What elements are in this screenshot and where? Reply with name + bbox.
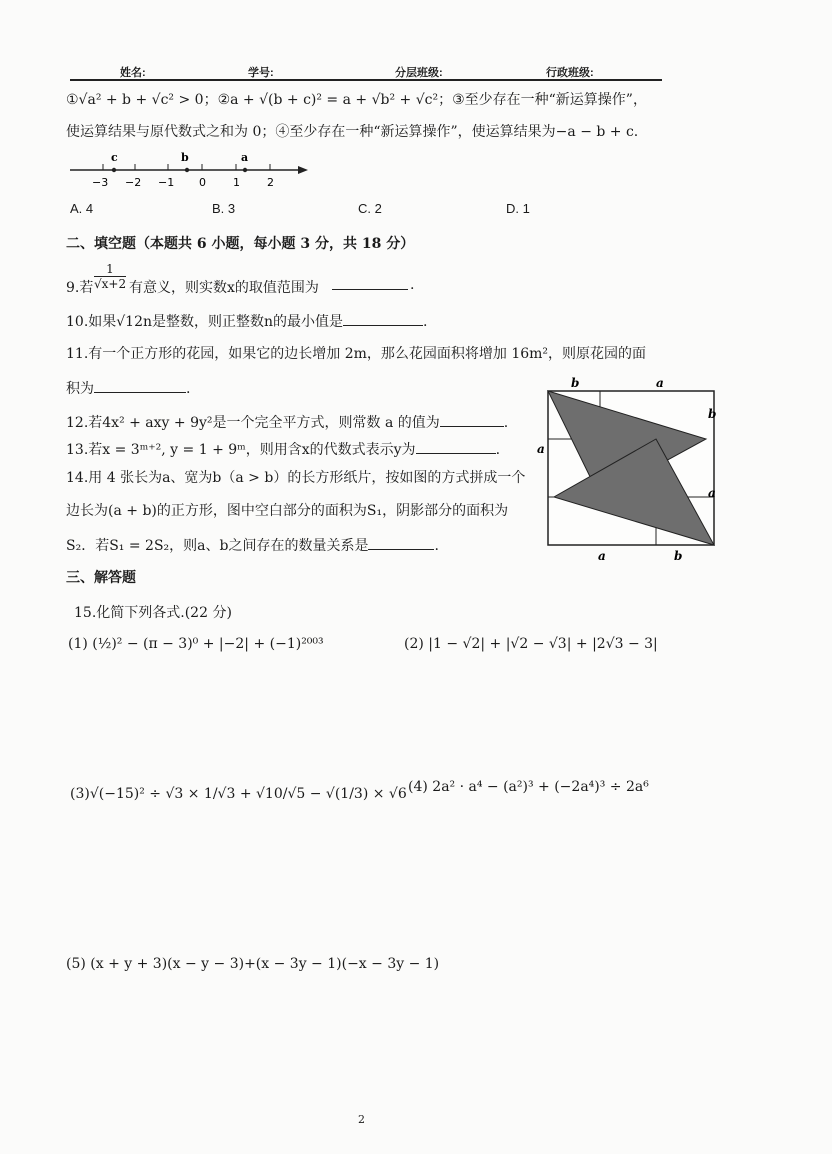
label-top-b: b xyxy=(571,376,580,390)
label-right-a: a xyxy=(708,486,716,500)
q11-line1: 11.有一个正方形的花园，如果它的边长增加 2m，那么花园面积将增加 16m²，则原花园的面 xyxy=(66,346,647,362)
tick-label: 0 xyxy=(199,176,206,189)
point-a xyxy=(243,168,247,172)
section2-title: 二、填空题（本题共 6 小题，每小题 3 分，共 18 分） xyxy=(66,236,415,252)
tick-label: 1 xyxy=(233,176,240,189)
point-label-b: b xyxy=(181,151,189,164)
q14-figure xyxy=(536,375,726,565)
q13-answer-blank[interactable] xyxy=(416,441,496,454)
q14-line2: 边长为(a + b)的正方形，图中空白部分的面积为S₁，阴影部分的面积为 xyxy=(66,503,509,519)
tick-label: −1 xyxy=(158,176,175,189)
tick-label: −3 xyxy=(92,176,109,189)
q11-line2: 积为 . xyxy=(66,381,191,397)
point-label-a: a xyxy=(241,151,249,164)
point-c xyxy=(112,168,116,172)
q12: 12.若4x² + axy + 9y²是一个完全平方式，则常数 a 的值为 . xyxy=(66,415,509,431)
number-line-arrow-icon xyxy=(298,166,308,174)
point-label-c: c xyxy=(111,151,118,164)
option-c: C. 2 xyxy=(358,201,382,216)
q12-answer-blank[interactable] xyxy=(440,414,504,427)
q11-answer-blank[interactable] xyxy=(94,380,186,393)
q15-part2: (2) |1 − √2| + |√2 − √3| + |2√3 − 3| xyxy=(404,636,658,652)
q10-answer-blank[interactable] xyxy=(343,313,423,326)
option-d: D. 1 xyxy=(506,201,530,216)
label-left-a: a xyxy=(537,442,545,456)
student-id-label: 学号: xyxy=(248,67,274,79)
q15-title: 15.化简下列各式.(22 分) xyxy=(74,605,232,621)
q15-part3: (3)√(−15)² ÷ √3 × 1/√3 + √10/√5 − √(1/3) × √6 xyxy=(70,786,407,802)
label-top-a: a xyxy=(656,376,664,390)
q8-statements-line1: ①√a² + b + √c² > 0；②a + √(b + c)² = a + √b² + √c²；③至少存在一种“新运算操作”， xyxy=(66,92,647,108)
q9-answer-blank[interactable] xyxy=(332,277,408,290)
label-bottom-b: b xyxy=(674,549,683,563)
header-rule xyxy=(70,79,662,81)
q13: 13.若x = 3ᵐ⁺², y = 1 + 9ᵐ，则用含x的代数式表示y为 . xyxy=(66,442,501,458)
q14-answer-blank[interactable] xyxy=(368,537,434,550)
q9-fraction-numerator: 1 xyxy=(106,262,114,276)
name-label: 姓名: xyxy=(120,67,146,79)
page-number: 2 xyxy=(358,1113,365,1126)
q15-part4: (4) 2a² · a⁴ − (a²)³ + (−2a⁴)³ ÷ 2a⁶ xyxy=(408,779,649,795)
q8-statements-line2: 使运算结果与原代数式之和为 0；④至少存在一种“新运算操作”，使运算结果为−a − b + c. xyxy=(66,124,639,140)
tick-label: 2 xyxy=(267,176,274,189)
q14-line1: 14.用 4 张长为a、宽为b（a > b）的长方形纸片，按如图的方式拼成一个 xyxy=(66,470,526,486)
q9-fraction-denominator: √x+2 xyxy=(94,277,127,291)
option-a: A. 4 xyxy=(70,201,94,216)
option-b: B. 3 xyxy=(212,201,236,216)
q15-part5: (5) (x + y + 3)(x − y − 3)+(x − 3y − 1)(−x − 3y − 1) xyxy=(66,956,440,972)
number-line-figure xyxy=(70,148,320,190)
q14-line3: S₂．若S₁ = 2S₂，则a、b之间存在的数量关系是 . xyxy=(66,538,439,554)
label-right-b: b xyxy=(708,407,717,421)
point-b xyxy=(185,168,189,172)
q12-text: 12.若4x² + axy + 9y²是一个完全平方式，则常数 a 的值为 xyxy=(66,415,440,431)
q15-part1: (1) (½)² − (π − 3)⁰ + |−2| + (−1)²⁰⁰³ xyxy=(68,636,324,652)
q13-text: 13.若x = 3ᵐ⁺², y = 1 + 9ᵐ，则用含x的代数式表示y为 xyxy=(66,442,416,458)
tick-label: −2 xyxy=(125,176,142,189)
q9-prefix: 9.若 xyxy=(66,280,94,296)
q10: 10.如果√12n是整数，则正整数n的最小值是 . xyxy=(66,314,428,330)
section3-title: 三、解答题 xyxy=(66,570,136,586)
level-class-label: 分层班级: xyxy=(395,67,443,79)
label-bottom-a: a xyxy=(598,549,606,563)
q10-text: 10.如果√12n是整数，则正整数n的最小值是 xyxy=(66,314,344,330)
admin-class-label: 行政班级: xyxy=(546,67,594,79)
q9-text: 有意义，则实数x的取值范围为 xyxy=(129,280,319,296)
